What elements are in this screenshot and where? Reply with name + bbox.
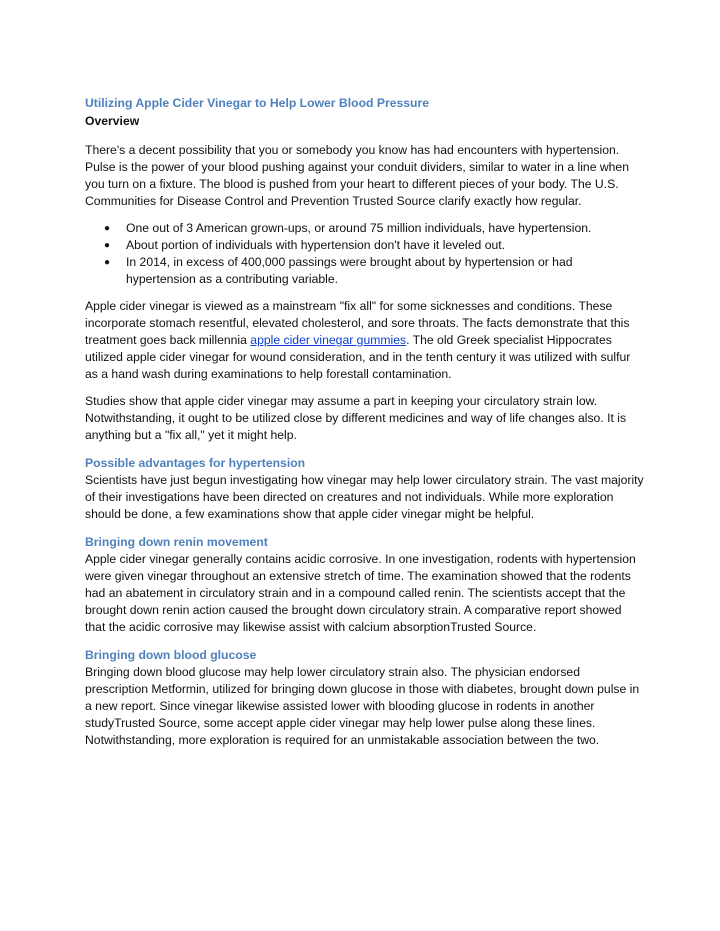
list-item-text: About portion of individuals with hypertension don't have it leveled out.: [126, 238, 506, 252]
list-item-text: In 2014, in excess of 400,000 passings were brought about by hypertension or had hypertension as a contributing variable.: [126, 255, 573, 286]
overview-heading: Overview: [85, 114, 140, 128]
section-blood-glucose: [85, 647, 645, 749]
history-text-end: . The old Greek specialist Hippocrates utilized apple cider vinegar for wound consideration, and in the tenth century it was utilized with sulfur as a hand wash during examinations to help forestall contamination.: [85, 333, 631, 381]
history-text-start: Apple cider vinegar is viewed as a mainstream "fix all" for some sicknesses and conditions. These incorporate stomach resentful, elevated cholesterol, and sore throats. The facts demonstrate that this treatment goes back millennia: [85, 299, 630, 347]
bullet-icon: ●: [104, 257, 111, 268]
section-body: Scientists have just begun investigating how vinegar may help lower circulatory strain. The vast majority of their investigations have been directed on creatures and not individuals. While more exploration should be done, a few examinations show that apple cider vinegar might be helpful.: [85, 473, 644, 521]
bullet-icon: ●: [104, 240, 111, 251]
studies-paragraph: Studies show that apple cider vinegar may assume a part in keeping your circulatory strain low. Notwithstanding, it ought to be utilized close by different medicines and way of life changes also. It is anything but a "fix all," yet it might help.: [85, 394, 627, 442]
section-body: Bringing down blood glucose may help lower circulatory strain also. The physician endorsed prescription Metformin, utilized for bringing down glucose in those with diabetes, brought down pulse in a new report. Since vinegar likewise assisted lower with blooding glucose in rodents in another studyTrusted Source, some accept apple cider vinegar may help lower pulse along these lines. Notwithstanding, more exploration is required for an unmistakable association between the two.: [85, 665, 640, 747]
apple-cider-vinegar-gummies-link[interactable]: apple cider vinegar gummies: [250, 333, 407, 347]
section-heading: Bringing down renin movement: [85, 535, 268, 549]
list-item: [85, 237, 645, 254]
statistics-list: [85, 220, 645, 288]
section-body: Apple cider vinegar generally contains acidic corrosive. In one investigation, rodents with hypertension were given vinegar throughout an extensive stretch of time. The examination showed that the rodents had an abatement in circulatory strain and in a compound called renin. The scientists accept that the brought down renin action caused the brought down circulatory strain. A comparative report showed that the acidic corrosive may likewise assist with calcium absorptionTrusted Source.: [85, 552, 636, 634]
history-paragraph: [85, 298, 645, 383]
section-possible-advantages: [85, 455, 645, 523]
section-heading: Bringing down blood glucose: [85, 648, 257, 662]
document-body: [85, 96, 645, 749]
list-item: [85, 254, 645, 288]
section-renin-movement: [85, 534, 645, 636]
document-title: Utilizing Apple Cider Vinegar to Help Lower Blood Pressure: [85, 96, 430, 110]
bullet-icon: ●: [104, 223, 111, 234]
list-item: [85, 220, 645, 237]
section-heading: Possible advantages for hypertension: [85, 456, 306, 470]
list-item-text: One out of 3 American grown-ups, or around 75 million individuals, have hypertension.: [126, 221, 592, 235]
intro-paragraph: There's a decent possibility that you or somebody you know has had encounters with hypertension. Pulse is the power of your blood pushing against your conduit dividers, similar to water in a line when you turn on a fixture. The blood is pushed from your heart to different pieces of your body. The U.S. Communities for Disease Control and Prevention Trusted Source clarify exactly how regular.: [85, 143, 629, 208]
